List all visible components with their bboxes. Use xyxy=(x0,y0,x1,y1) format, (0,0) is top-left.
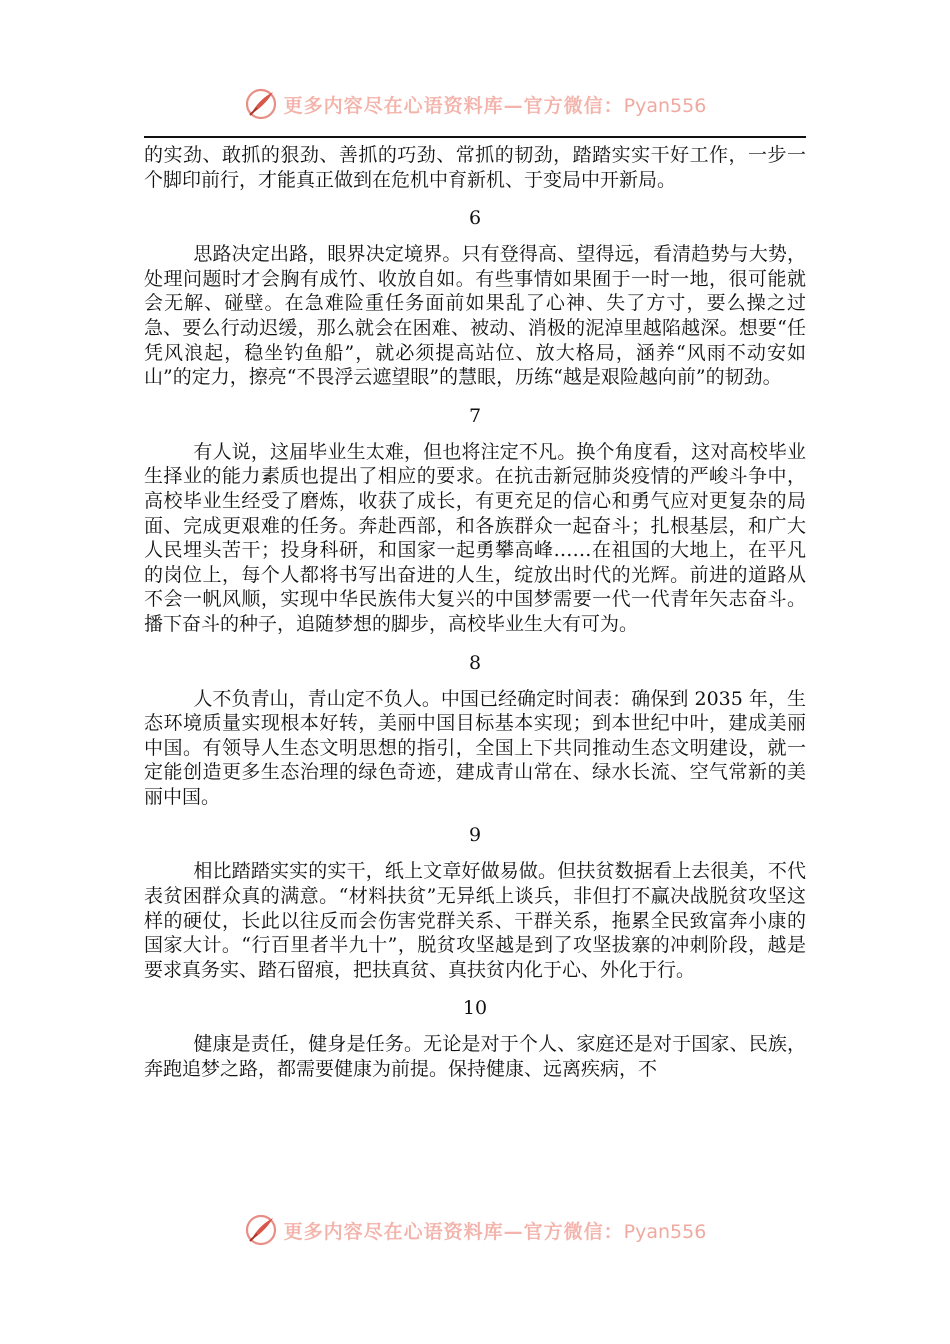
paragraph: 的实劲、敢抓的狠劲、善抓的巧劲、常抓的韧劲，踏踏实实干好工作，一步一个脚印前行，才能真正做到在危机中育新机、于变局中开新局。 xyxy=(144,144,806,191)
wechat-id: Pyan556 xyxy=(623,94,707,117)
header-rule xyxy=(144,136,806,138)
wechat-id: Pyan556 xyxy=(623,1220,707,1243)
banner-text: 更多内容尽在心语资料库—官方微信：Pyan556 xyxy=(283,1220,707,1243)
section-number: 9 xyxy=(468,824,482,847)
section-number: 8 xyxy=(468,651,482,674)
document-body xyxy=(144,143,806,1082)
paragraph: 健康是责任，健身是任务。无论是对于个人、家庭还是对于国家、民族，奔跑追梦之路，都需要健康为前提。保持健康、远离疾病，不 xyxy=(144,1033,806,1081)
banner-text: 更多内容尽在心语资料库—官方微信：Pyan556 xyxy=(283,94,707,117)
paragraph: 有人说，这届毕业生太难，但也将注定不凡。换个角度看，这对高校毕业生择业的能力素质也提出了相应的要求。在抗击新冠肺炎疫情的严峻斗争中，高校毕业生经受了磨炼，收获了成长，有更充足的信心和勇气应对更复杂的局面、完成更艰难的任务。奔赴西部，和各族群众一起奋斗；扎根基层，和广大人民埋头苦干；投身科研，和国家一起勇攀高峰……在祖国的大地上，在平凡的岗位上，每个人都将书写出奋进的人生，绽放出时代的光辉。前进的道路从不会一帆风顺，实现中华民族伟大复兴的中国梦需要一代一代青年矢志奋斗。播下奋斗的种子，追随梦想的脚步，高校毕业生大有可为。 xyxy=(144,440,806,635)
section-number: 6 xyxy=(468,207,482,230)
paragraph: 思路决定出路，眼界决定境界。只有登得高、望得远，看清趋势与大势，处理问题时才会胸有成竹、收放自如。有些事情如果囿于一时一地，很可能就会无解、碰壁。在急难险重任务面前如果乱了心神、失了方寸，要么操之过急、要么行动迟缓，那么就会在困难、被动、消极的泥淖里越陷越深。想要“任凭风浪起，稳坐钓鱼船”，就必须提高站位、放大格局，涵养“风雨不动安如山”的定力，擦亮“不畏浮云遮望眼”的慧眼，历练“越是艰险越向前”的韧劲。 xyxy=(144,243,806,389)
quill-logo-icon xyxy=(244,1213,278,1247)
paragraph: 人不负青山，青山定不负人。中国已经确定时间表：确保到 2035 年，生态环境质量实现根本好转，美丽中国目标基本实现；到本世纪中叶，建成美丽中国。有领导人生态文明思想的指引，全国上下共同推动生态文明建设，就一定能创造更多生态治理的绿色奇迹，建成青山常在、绿水长流、空气常新的美丽中国。 xyxy=(144,687,806,808)
header-banner xyxy=(0,84,950,124)
paragraph: 相比踏踏实实的实干，纸上文章好做易做。但扶贫数据看上去很美，不代表贫困群众真的满意。“材料扶贫”无异纸上谈兵，非但打不赢决战脱贫攻坚这样的硬仗，长此以往反而会伤害党群关系、干群关系，拖累全民致富奔小康的国家大计。“行百里者半九十”，脱贫攻坚越是到了攻坚拔寨的冲刺阶段，越是要求真务实、踏石留痕，把扶真贫、真扶贫内化于心、外化于行。 xyxy=(144,860,806,981)
quill-logo-icon xyxy=(244,87,278,121)
section-number: 10 xyxy=(462,997,488,1020)
footer-banner xyxy=(0,1210,950,1250)
section-number: 7 xyxy=(468,404,482,427)
